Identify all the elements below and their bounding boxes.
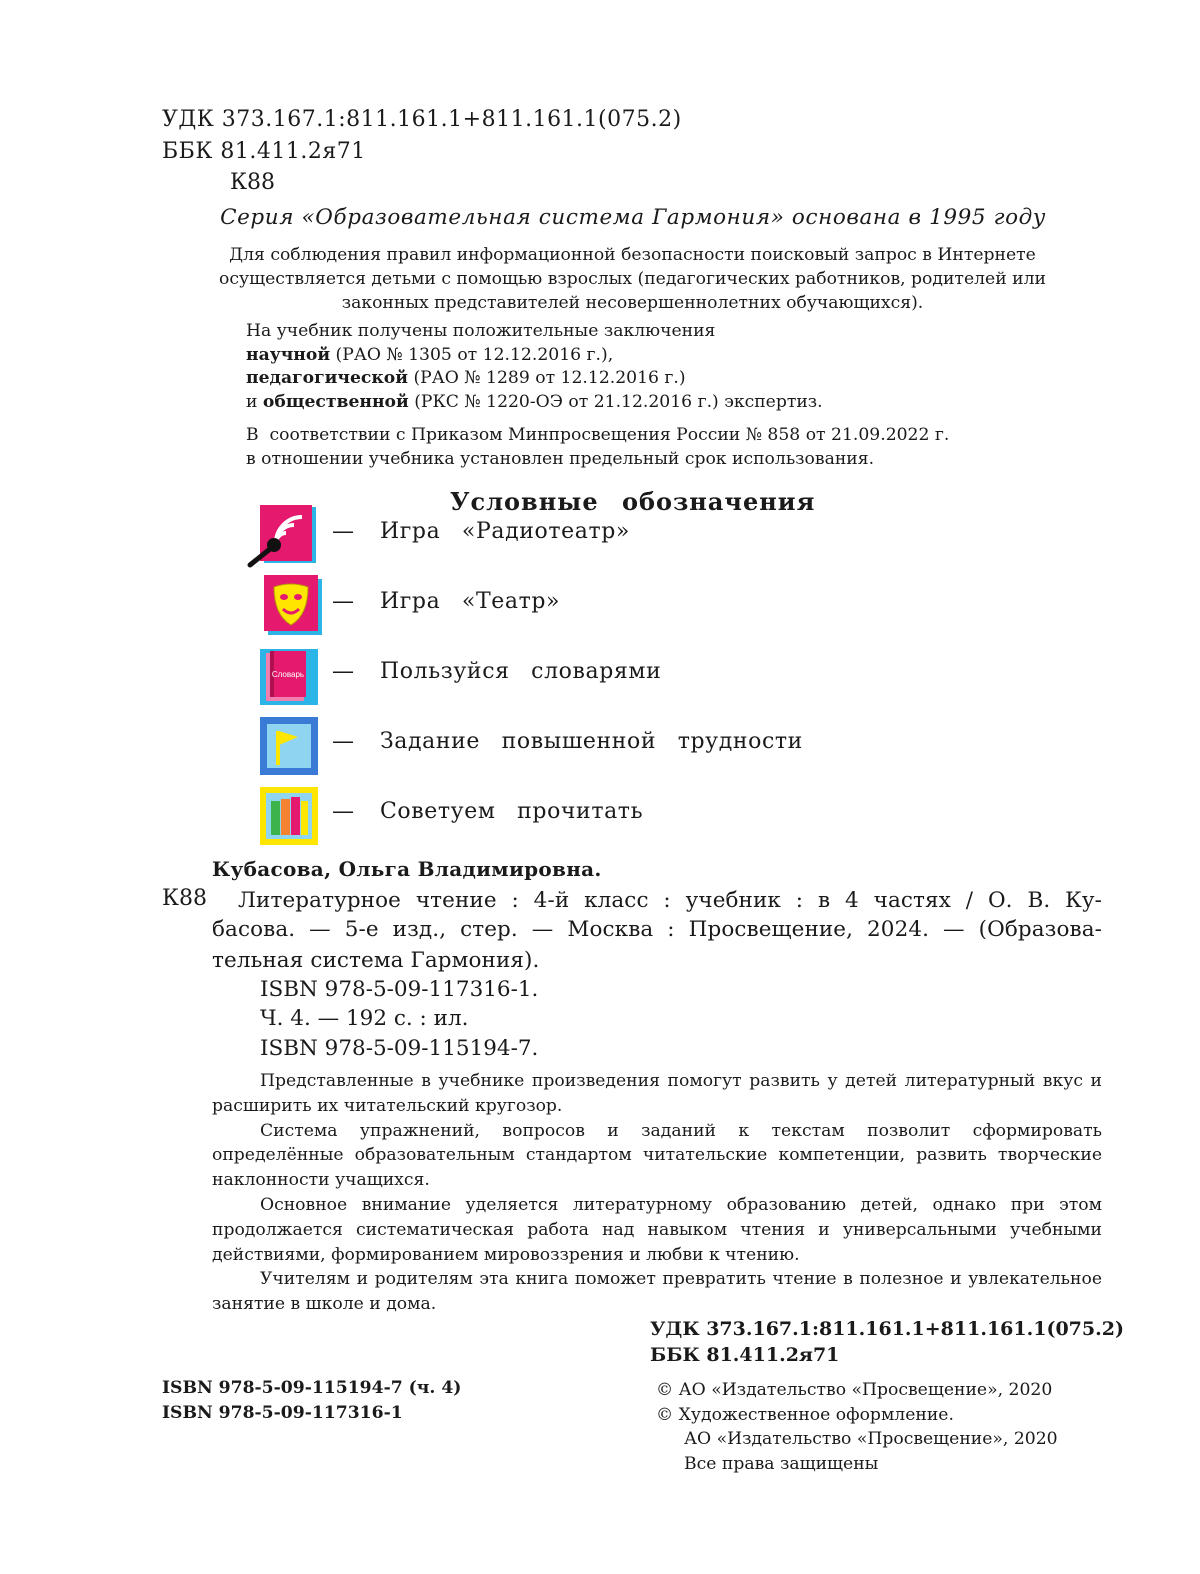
bib-isbn-part: ISBN 978-5-09-115194-7. xyxy=(260,1036,539,1061)
footer-bbk: ББК 81.411.2я71 xyxy=(650,1344,840,1366)
safety-note: Для соблюдения правил информационной безопасности поисковый запрос в Интернете осуществляется детьми с помощью взрослых (педагогических работников, родителей или законных представителей несовершеннолетних обучающихся). xyxy=(219,245,1046,313)
legend-item-dictionary xyxy=(246,645,946,709)
legend-label: Задание повышенной трудности xyxy=(380,729,803,754)
udk-code: УДК 373.167.1:811.161.1+811.161.1(075.2) xyxy=(162,107,682,132)
radio-theatre-icon xyxy=(246,505,322,569)
footer-udk: УДК 373.167.1:811.161.1+811.161.1(075.2) xyxy=(650,1318,1124,1340)
dictionary-icon xyxy=(246,645,322,709)
author-mark: К88 xyxy=(230,170,276,195)
bib-author: Кубасова, Ольга Владимировна. xyxy=(212,857,602,881)
approvals-intro: На учебник получены положительные заключения xyxy=(246,321,716,341)
approval-details: (РАО № 1289 от 12.12.2016 г.) xyxy=(408,368,686,388)
legend-label: Пользуйся словарями xyxy=(380,659,662,684)
approval-type: педагогической xyxy=(246,368,408,388)
legend-item-theatre xyxy=(246,575,946,639)
legend-item-hard-task xyxy=(246,715,946,779)
annotation-paragraph: Представленные в учебнике произведения помогут развить у детей литературный вкус и расширить их читательский кругозор. xyxy=(212,1071,1102,1116)
approval-details: (РКС № 1220-ОЭ от 21.12.2016 г.) экспертиз. xyxy=(408,391,823,412)
approval-prefix: и xyxy=(246,391,263,412)
legend-item-recommended-reading xyxy=(246,785,946,849)
approval-line-public xyxy=(246,391,823,415)
legend-label: Советуем прочитать xyxy=(380,799,644,824)
annotation-paragraph: Основное внимание уделяется литературному образованию детей, однако при этом продолжается систематическая работа над навыком чтения и универсальными учебными действиями, формированием мировоззрения и любви к чтению. xyxy=(212,1194,1102,1265)
legend-dash: — xyxy=(332,589,354,614)
legend-dash: — xyxy=(332,519,354,544)
annotation-paragraph: Учителям и родителям эта книга поможет превратить чтение в полезное и увлекательное занятие в школе и дома. xyxy=(212,1269,1102,1315)
legend-label: Игра «Театр» xyxy=(380,589,561,614)
bib-line: Литературное чтение : 4-й класс : учебник : в 4 частях / О. В. Ку- xyxy=(238,888,1102,913)
bib-line: тельная система Гармония). xyxy=(212,948,540,973)
order-line: В соответствии с Приказом Минпросвещения России № 858 от 21.09.2022 г. xyxy=(246,425,950,445)
approval-line-pedagogical xyxy=(246,367,823,391)
approvals-block xyxy=(246,320,823,414)
bib-part-info: Ч. 4. — 192 с. : ил. xyxy=(260,1006,469,1031)
annotation xyxy=(212,1069,1102,1317)
copyright-line: АО «Издательство «Просвещение», 2020 xyxy=(684,1429,1058,1449)
series-note: Серия «Образовательная система Гармония» основана в 1995 году xyxy=(220,205,1046,230)
approval-line-scientific xyxy=(246,344,823,368)
theatre-mask-icon xyxy=(246,575,322,639)
legend-dash: — xyxy=(332,729,354,754)
approval-type: научной xyxy=(246,344,331,365)
footer-isbn-part: ISBN 978-5-09-115194-7 (ч. 4) xyxy=(162,1378,462,1398)
legend-dash: — xyxy=(332,799,354,824)
bib-author-mark: К88 xyxy=(162,886,208,911)
approval-type: общественной xyxy=(262,391,409,412)
order-line: в отношении учебника установлен предельный срок использования. xyxy=(246,449,875,469)
copyright-block xyxy=(656,1378,1058,1476)
copyright-line: © АО «Издательство «Просвещение», 2020 xyxy=(656,1380,1053,1400)
copyright-line: © Художественное оформление. xyxy=(656,1404,954,1425)
legend-label: Игра «Радиотеатр» xyxy=(380,519,630,544)
annotation-paragraph: Система упражнений, вопросов и заданий к текстам позволит сформировать определённые образовательным стандартом читательские компетенции, развить творческие наклонности учащихся. xyxy=(212,1120,1102,1191)
flag-icon xyxy=(246,715,322,779)
dictionary-icon-text: Словарь xyxy=(271,670,305,679)
bib-line: басова. — 5-е изд., стер. — Москва : Просвещение, 2024. — (Образова- xyxy=(212,917,1102,942)
footer-isbn-set: ISBN 978-5-09-117316-1 xyxy=(162,1403,403,1423)
bbk-code: ББК 81.411.2я71 xyxy=(162,139,366,164)
order-note xyxy=(246,423,949,471)
legend-dash: — xyxy=(332,659,354,684)
legend-title: Условные обозначения xyxy=(450,487,816,516)
rights-reserved: Все права защищены xyxy=(684,1453,879,1474)
bib-isbn-set: ISBN 978-5-09-117316-1. xyxy=(260,977,539,1002)
legend-item-radio-theatre xyxy=(246,505,946,569)
approval-details: (РАО № 1305 от 12.12.2016 г.), xyxy=(330,344,614,365)
books-icon xyxy=(246,785,322,849)
